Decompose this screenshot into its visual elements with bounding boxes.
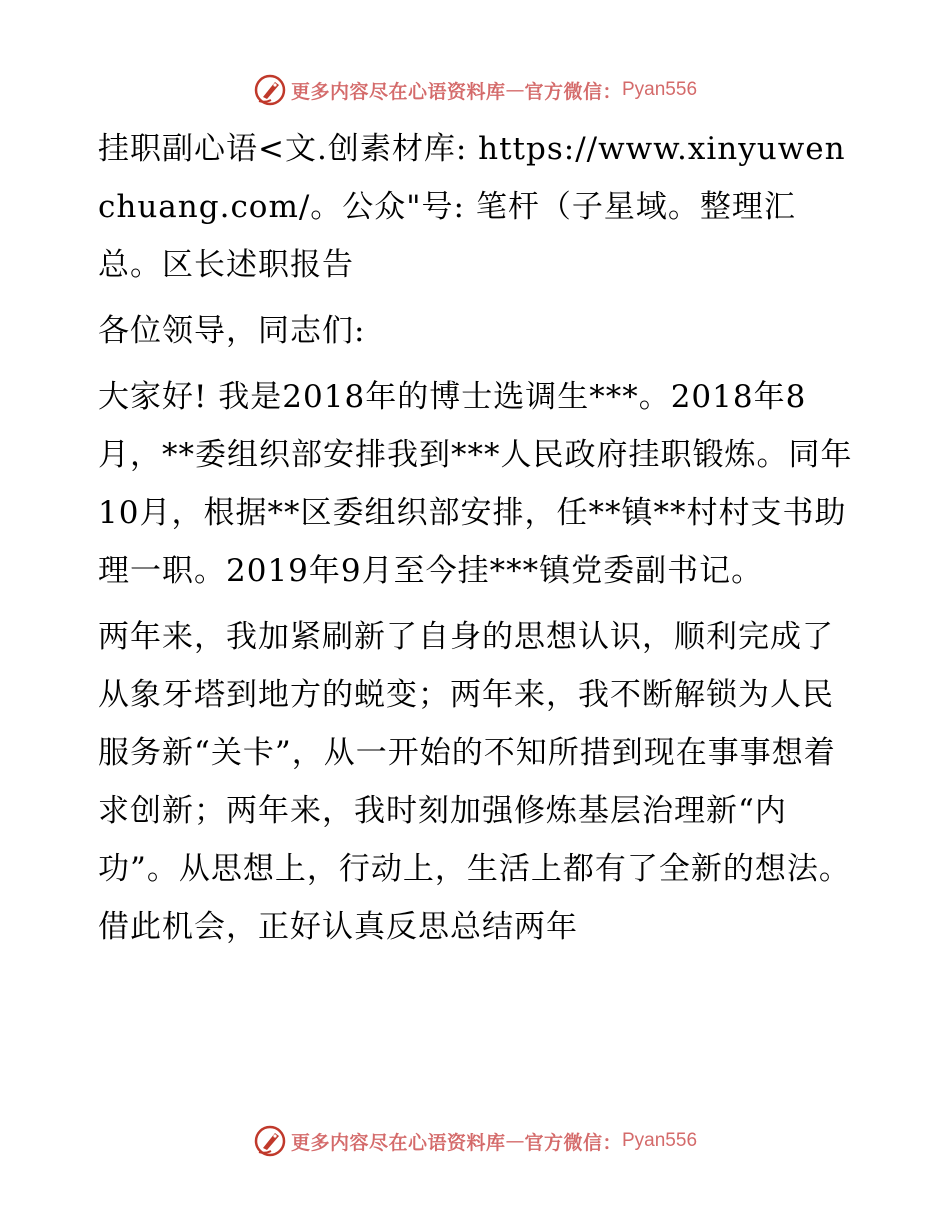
watermark-handle: Pyan556 xyxy=(622,1130,698,1151)
pen-nib-circle-icon xyxy=(253,1124,287,1158)
watermark-suffix-text: 官方微信： xyxy=(524,1131,622,1154)
paragraph-introduction: 大家好! 我是2018年的博士选调生***。2018年8月，**委组织部安排我到***人民政府挂职锻炼。同年10月，根据**区委组织部安排，任**镇**村村支书助理一职。2019年9月至今挂***镇党委副书记。 xyxy=(98,379,853,589)
header-watermark xyxy=(0,70,950,110)
watermark-separator: — xyxy=(505,1130,525,1152)
watermark-main-text: 更多内容尽在心语资料库 xyxy=(290,80,506,103)
watermark-suffix-text: 官方微信： xyxy=(524,80,622,103)
document-body xyxy=(98,120,858,964)
paragraph-title: 挂职副心语<文.创素材库: https://www.xinyuwenchuang.com/。公众"号: 笔杆（子星域。整理汇总。区长述职报告 xyxy=(98,131,846,283)
paragraph-salutation: 各位领导，同志们: xyxy=(98,313,366,349)
watermark-separator: — xyxy=(505,79,525,101)
watermark-handle: Pyan556 xyxy=(622,79,698,100)
footer-watermark xyxy=(0,1121,950,1161)
paragraph-summary: 两年来，我加紧刷新了自身的思想认识，顺利完成了从象牙塔到地方的蜕变；两年来，我不断解锁为人民服务新“关卡”，从一开始的不知所措到现在事事想着求创新；两年来，我时刻加强修炼基层治理新“内功”。从思想上，行动上，生活上都有了全新的想法。借此机会，正好认真反思总结两年 xyxy=(98,619,851,945)
watermark-main-text: 更多内容尽在心语资料库 xyxy=(290,1131,506,1154)
pen-nib-circle-icon xyxy=(253,73,287,107)
